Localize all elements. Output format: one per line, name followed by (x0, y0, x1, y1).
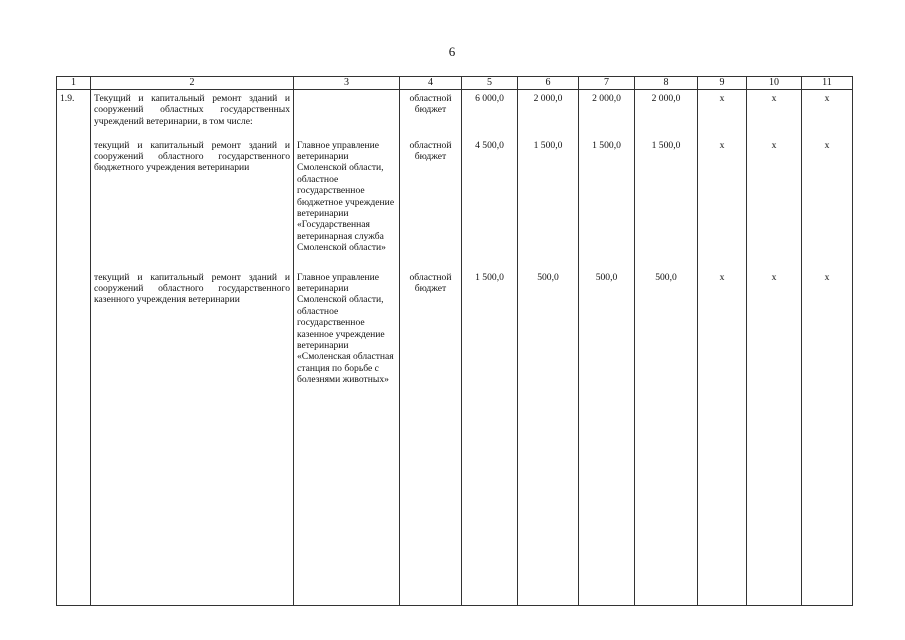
funding-source: областной бюджет (400, 90, 462, 138)
value-year-1: 2 000,0 (518, 90, 579, 138)
value-col-9: x (698, 90, 747, 138)
value-total: 1 500,0 (462, 270, 518, 606)
row-number: 1.9. (57, 90, 91, 138)
value-year-1: 500,0 (518, 270, 579, 606)
value-col-11: x (802, 138, 853, 270)
row-number (57, 270, 91, 606)
page-number: 6 (448, 44, 456, 59)
value-col-10: x (747, 270, 802, 606)
table-row (57, 138, 853, 270)
value-total: 6 000,0 (462, 90, 518, 138)
value-col-10: x (747, 90, 802, 138)
header-row (57, 77, 853, 90)
header-cell: 2 (91, 77, 294, 90)
header-cell: 8 (635, 77, 698, 90)
header-cell: 4 (400, 77, 462, 90)
header-cell: 5 (462, 77, 518, 90)
header-cell: 3 (294, 77, 400, 90)
value-year-3: 500,0 (635, 270, 698, 606)
value-total: 4 500,0 (462, 138, 518, 270)
measure-name: текущий и капитальный ремонт зданий и сооружений областного государственного казенного учреждения ветеринарии (91, 270, 294, 606)
header-cell: 11 (802, 77, 853, 90)
value-col-10: x (747, 138, 802, 270)
header-cell: 9 (698, 77, 747, 90)
value-year-2: 2 000,0 (579, 90, 635, 138)
value-year-1: 1 500,0 (518, 138, 579, 270)
header-cell: 7 (579, 77, 635, 90)
header-cell: 1 (57, 77, 91, 90)
executor: Главное управление ветеринарии Смоленской области, областное государственное бюджетное учреждение ветеринарии «Государственная ветеринарная служба Смоленской области» (294, 138, 400, 270)
funding-source: областной бюджет (400, 138, 462, 270)
value-year-3: 1 500,0 (635, 138, 698, 270)
funding-source: областной бюджет (400, 270, 462, 606)
value-year-2: 1 500,0 (579, 138, 635, 270)
measure-name: текущий и капитальный ремонт зданий и сооружений областного государственного бюджетного учреждения ветеринарии (91, 138, 294, 270)
row-number (57, 138, 91, 270)
value-year-3: 2 000,0 (635, 90, 698, 138)
value-col-11: x (802, 90, 853, 138)
executor (294, 90, 400, 138)
value-year-2: 500,0 (579, 270, 635, 606)
executor: Главное управление ветеринарии Смоленской области, областное государственное казенное учреждение ветеринарии «Смоленская областная станция по борьбе с болезнями животных» (294, 270, 400, 606)
value-col-11: x (802, 270, 853, 606)
header-cell: 6 (518, 77, 579, 90)
value-col-9: x (698, 270, 747, 606)
value-col-9: x (698, 138, 747, 270)
table-row (57, 270, 853, 606)
measure-name: Текущий и капитальный ремонт зданий и сооружений областных государственных учреждений ветеринарии, в том числе: (91, 90, 294, 138)
program-table (56, 76, 853, 606)
table-row (57, 90, 853, 138)
header-cell: 10 (747, 77, 802, 90)
